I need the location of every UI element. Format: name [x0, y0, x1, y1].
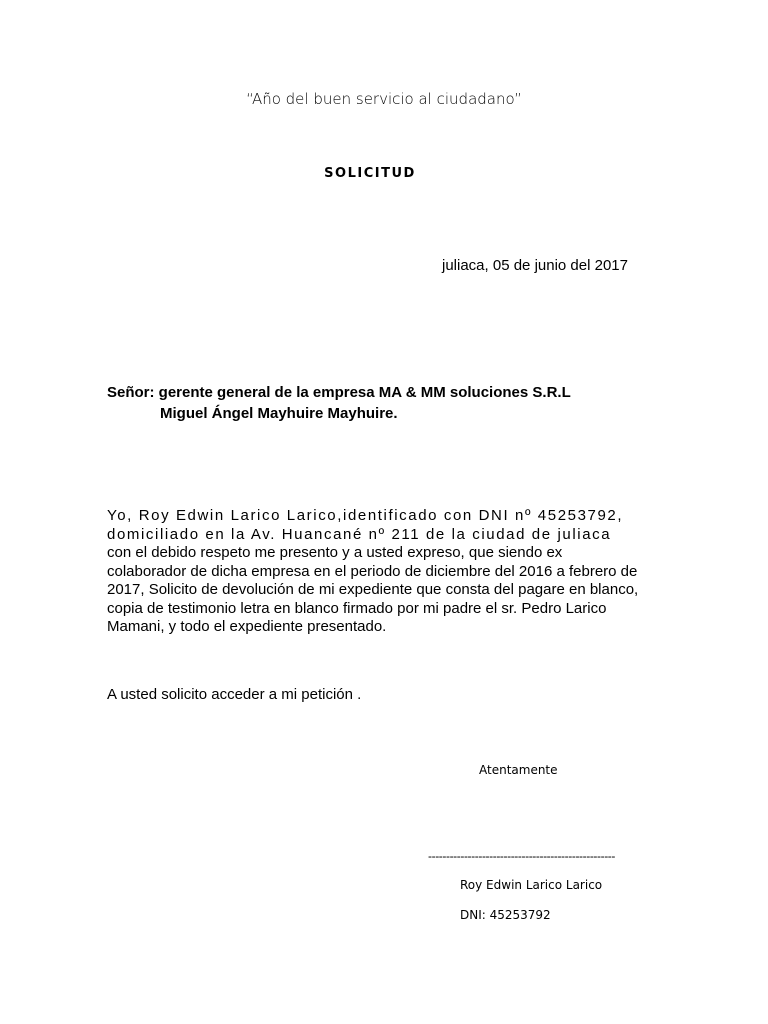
signer-name: Roy Edwin Larico Larico	[460, 878, 603, 892]
motto: “Año del buen servicio al ciudadano”	[246, 90, 522, 108]
body-line: 2017, Solicito de devolución de mi expediente que consta del pagare en blanco,	[107, 581, 639, 598]
body-line: Yo, Roy Edwin Larico Larico,identificado con DNI nº 45253792,	[107, 507, 624, 524]
recipient-line: Señor: gerente general de la empresa MA & MM soluciones S.R.L	[107, 384, 571, 401]
closing: Atentamente	[479, 763, 558, 777]
body-line: domiciliado en la Av. Huancané nº 211 de la ciudad de juliaca	[107, 525, 612, 543]
body-line: copia de testimonio letra en blanco firmado por mi padre el sr. Pedro Larico	[107, 599, 607, 617]
date-line: juliaca, 05 de junio del 2017	[442, 257, 628, 274]
signature-line: ----------------------------------------------------	[428, 849, 615, 863]
recipient-block	[107, 382, 571, 424]
signer-dni: DNI: 45253792	[460, 908, 551, 922]
document-title: SOLICITUD	[324, 166, 416, 181]
body-line: Mamani, y todo el expediente presentado.	[107, 618, 387, 635]
request-line: A usted solicito acceder a mi petición .	[107, 686, 362, 703]
body-line: colaborador de dicha empresa en el periodo de diciembre del 2016 a febrero de	[107, 562, 638, 580]
body-line: con el debido respeto me presento y a usted expreso, que siendo ex	[107, 544, 563, 561]
body-paragraph	[107, 507, 655, 637]
recipient-name: Miguel Ángel Mayhuire Mayhuire.	[160, 405, 398, 422]
